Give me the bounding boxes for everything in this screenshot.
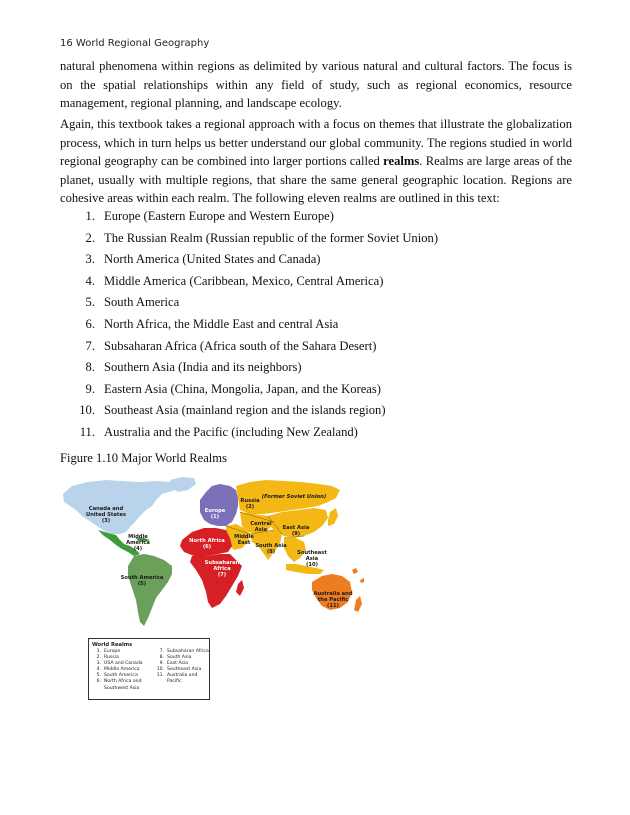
list-number: 3. [85, 252, 95, 267]
realm-list [60, 207, 580, 445]
label-north-africa-1: North Africa [189, 538, 225, 544]
list-item [60, 337, 580, 359]
list-number: 6. [85, 316, 95, 331]
legend-column-left [92, 649, 154, 692]
list-item [60, 358, 580, 380]
legend-number: 5. [96, 673, 101, 679]
list-text: Eastern Asia (China, Mongolia, Japan, and the Koreas) [104, 381, 381, 396]
paragraph-2-end: . Realms are large areas of the planet, usually with multiple regions, that share the same general geographic location. Regions are cohesive areas within each realm. The following eleven realms are outlined in this text: [60, 154, 572, 205]
world-realms-map [60, 472, 370, 630]
legend-number: 6. [96, 679, 101, 685]
region-south-america [128, 554, 172, 626]
region-madagascar [236, 580, 244, 596]
list-item [60, 423, 580, 445]
list-text: Southern Asia (India and its neighbors) [104, 360, 302, 375]
legend-number: 4. [96, 667, 101, 673]
book-title: World Regional Geography [75, 38, 210, 49]
list-text: Europe (Eastern Europe and Western Europe) [104, 209, 334, 223]
list-number: 9. [85, 381, 95, 396]
label-southeast-asia-2: Asia [305, 556, 319, 562]
label-canada-us-1: Canada and [88, 506, 124, 512]
region-pacific-islands [352, 568, 364, 583]
list-number: 4. [85, 273, 95, 288]
label-central-asia-1: Central [250, 521, 272, 527]
legend-title: World Realms [92, 642, 133, 648]
legend-column-right [155, 649, 209, 686]
legend-text: Australia and Pacific [167, 673, 198, 685]
legend-number: 7. [159, 649, 164, 654]
region-indonesia [286, 564, 324, 574]
list-item [60, 229, 580, 251]
label-south-asia-1: South Asia [255, 543, 287, 549]
list-number: 1. [85, 209, 95, 223]
region-japan [328, 508, 338, 526]
legend-number: 8. [159, 655, 164, 661]
list-number: 11. [79, 424, 95, 439]
label-australia-2: the Pacific [317, 597, 349, 603]
list-number: 5. [85, 295, 95, 310]
legend-text: Middle America [104, 667, 140, 673]
legend-number: 1. [96, 649, 101, 654]
list-text: The Russian Realm (Russian republic of the former Soviet Union) [104, 230, 439, 245]
label-south-asia-2: (8) [266, 549, 276, 555]
legend-number: 9. [159, 661, 164, 667]
figure-caption: Figure 1.10 Major World Realms [60, 451, 228, 465]
label-russia-2: (2) [245, 504, 255, 510]
label-russia-1: Russia [240, 498, 260, 504]
list-text: Australia and the Pacific (including New Zealand) [104, 424, 358, 439]
list-number: 2. [85, 230, 95, 245]
list-text: North Africa, the Middle East and central Asia [104, 316, 339, 331]
label-middle-america-3: (4) [133, 546, 143, 552]
label-east-asia-1: East Asia [282, 525, 310, 531]
list-text: Middle America (Caribbean, Mexico, Central America) [104, 273, 384, 288]
legend-text: South America [104, 673, 138, 679]
legend-text: USA and Canada [104, 661, 143, 667]
legend-item [92, 679, 154, 691]
world-map-svg [60, 472, 370, 630]
list-item [60, 250, 580, 272]
paragraph-2-start: Again, this textbook takes a regional approach with a focus on themes that illustrate the globalization process, which in turn helps us better understand our global community. The regions studied in world regional geography can be combined into larger portions called [60, 117, 572, 168]
legend-text: South Asia [167, 655, 192, 661]
legend-number: 2. [96, 655, 101, 661]
legend-number: 10. [156, 667, 164, 673]
legend-number: 3. [96, 661, 101, 667]
list-number: 8. [85, 360, 95, 375]
region-north-america [63, 480, 188, 534]
list-item [60, 207, 580, 229]
label-middle-east-2: East [237, 540, 251, 546]
list-text: Subsaharan Africa (Africa south of the Sahara Desert) [104, 338, 377, 353]
list-text: South America [104, 295, 180, 310]
label-south-america-1: South America [120, 575, 164, 581]
list-text: Southeast Asia (mainland region and the islands region) [104, 403, 386, 418]
legend-text: Southeast Asia [167, 667, 202, 673]
paragraph-1: natural phenomena within regions as delimited by various natural and cultural factors. The focus is on the spatial relationships within any field of study, such as regional economics, resource management, regional planning, and landscape ecology. [60, 59, 572, 110]
page-header [60, 38, 209, 49]
list-number: 7. [85, 338, 95, 353]
label-southeast-asia-3: (10) [306, 562, 318, 568]
legend-number: 11. [156, 673, 164, 679]
list-item [60, 315, 580, 337]
label-australia-1: Australia and [313, 591, 353, 597]
label-north-africa-2: (6) [202, 544, 212, 550]
legend-text: Subsaharan Africa [167, 649, 209, 654]
legend-text: Russia [104, 655, 119, 661]
list-number: 10. [79, 403, 95, 418]
label-subsaharan-2: Africa [213, 566, 231, 572]
label-middle-east-1: Middle [234, 534, 254, 540]
label-east-asia-2: (9) [291, 531, 301, 537]
label-canada-us-3: (3) [101, 518, 111, 524]
legend-text: East Asia [167, 661, 188, 667]
label-australia-3: (11) [327, 603, 339, 609]
paragraph-2 [60, 115, 572, 208]
label-europe-1: Europe [204, 508, 226, 514]
list-item [60, 272, 580, 294]
label-subsaharan-1: Subsaharan [204, 560, 240, 566]
label-canada-us-2: United States [85, 512, 127, 518]
list-item [60, 380, 580, 402]
label-central-asia-2: Asia [254, 527, 268, 533]
page-number: 16 [60, 38, 73, 49]
legend-text: North Africa and Southwest Asia [104, 679, 142, 691]
list-text: North America (United States and Canada) [104, 252, 321, 267]
label-europe-2: (1) [210, 514, 220, 520]
legend-item [155, 673, 209, 685]
list-item [60, 293, 580, 315]
label-subsaharan-3: (7) [217, 572, 227, 578]
realms-term: realms [383, 154, 420, 168]
region-new-zealand [354, 596, 362, 612]
label-southeast-asia-1: Southeast [297, 550, 327, 556]
map-legend [88, 638, 210, 700]
label-middle-america-1: Middle [128, 534, 148, 540]
label-middle-america-2: America [126, 540, 150, 546]
legend-text: Europe [104, 649, 121, 654]
list-item [60, 401, 580, 423]
label-former-soviet-union: (Former Soviet Union) [261, 494, 327, 500]
label-south-america-2: (5) [137, 581, 147, 587]
